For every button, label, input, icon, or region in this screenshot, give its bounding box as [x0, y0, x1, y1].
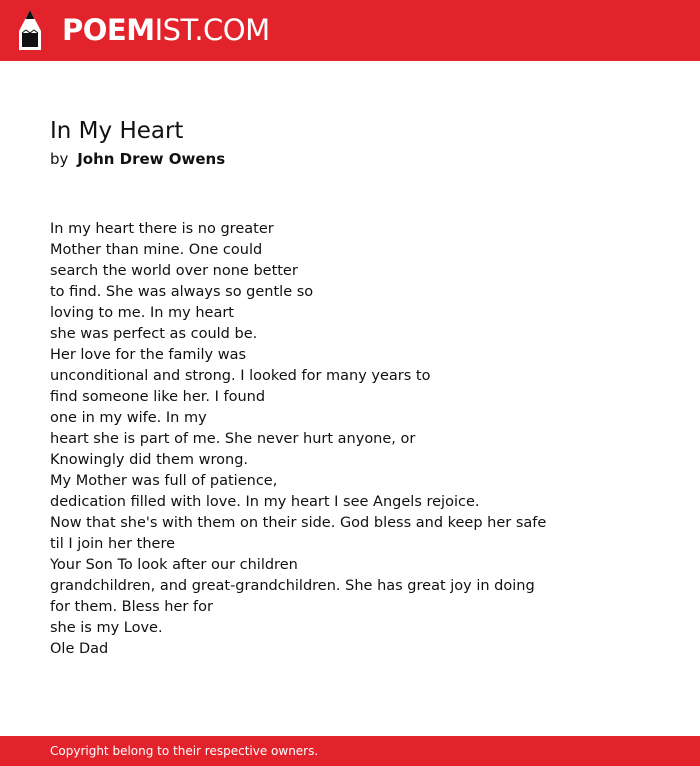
copyright-text: Copyright belong to their respective owners.: [50, 744, 319, 758]
poem-line: one in my wife. In my: [50, 410, 207, 426]
poem-line: Now that she's with them on their side. God bless and keep her safe: [50, 515, 547, 531]
by-label: by: [50, 150, 69, 168]
poem-line: Ole Dad: [50, 641, 109, 657]
site-header: [0, 0, 700, 61]
poem-line: to find. She was always so gentle so: [50, 284, 314, 300]
poem-line: unconditional and strong. I looked for many years to: [50, 368, 431, 384]
poem-line: Your Son To look after our children: [50, 557, 298, 573]
poem-line: find someone like her. I found: [50, 389, 266, 405]
poem-line: search the world over none better: [50, 263, 298, 279]
poem-line: In my heart there is no greater: [50, 221, 274, 237]
poem-line: til I join her there: [50, 536, 176, 552]
poem-line: dedication filled with love. In my heart I see Angels rejoice.: [50, 494, 480, 510]
poem-body: [50, 219, 546, 660]
author-name[interactable]: John Drew Owens: [77, 150, 226, 168]
site-footer: [0, 736, 700, 766]
poem-line: grandchildren, and great-grandchildren. She has great joy in doing: [50, 578, 535, 594]
poem-line: Knowingly did them wrong.: [50, 452, 249, 468]
site-logo[interactable]: [62, 12, 270, 48]
poem-line: Her love for the family was: [50, 347, 247, 363]
byline: [50, 148, 225, 170]
logo-light-text: IST.COM: [154, 13, 270, 47]
poem-line: for them. Bless her for: [50, 599, 213, 615]
logo-strong-text: POEM: [62, 13, 155, 47]
poem-line: loving to me. In my heart: [50, 305, 234, 321]
poem-line: heart she is part of me. She never hurt anyone, or: [50, 431, 416, 447]
poem-title: In My Heart: [50, 118, 184, 144]
poem-line: My Mother was full of patience,: [50, 473, 278, 489]
poem-line: she is my Love.: [50, 620, 163, 636]
poem-line: she was perfect as could be.: [50, 326, 258, 342]
pencil-icon: [17, 9, 43, 52]
poem-line: Mother than mine. One could: [50, 242, 263, 258]
